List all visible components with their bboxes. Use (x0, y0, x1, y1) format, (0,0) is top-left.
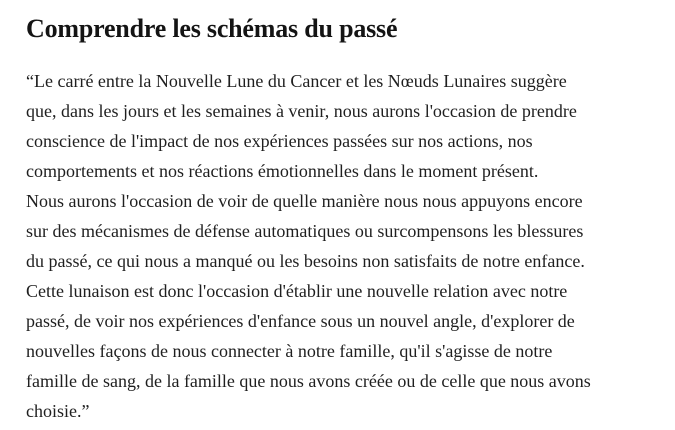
quote-line: comportements et nos réactions émotionnelles dans le moment présent. (26, 161, 539, 181)
quote-line: Cette lunaison est donc l'occasion d'établir une nouvelle relation avec notre (26, 281, 568, 301)
quote-line: passé, de voir nos expériences d'enfance sous un nouvel angle, d'explorer de (26, 311, 575, 331)
article (26, 12, 636, 426)
quote-line: nouvelles façons de nous connecter à notre famille, qu'il s'agisse de notre (26, 341, 553, 361)
article-title: Comprendre les schémas du passé (26, 14, 398, 43)
article-quote (26, 66, 636, 426)
quote-line: conscience de l'impact de nos expériences passées sur nos actions, nos (26, 131, 533, 151)
quote-line: choisie.” (26, 401, 90, 421)
quote-line: que, dans les jours et les semaines à venir, nous aurons l'occasion de prendre (26, 101, 577, 121)
quote-line: Nous aurons l'occasion de voir de quelle manière nous nous appuyons encore (26, 191, 583, 211)
quote-line: du passé, ce qui nous a manqué ou les besoins non satisfaits de notre enfance. (26, 251, 585, 271)
quote-line: famille de sang, de la famille que nous avons créée ou de celle que nous avons (26, 371, 591, 391)
quote-line: sur des mécanismes de défense automatiques ou surcompensons les blessures (26, 221, 584, 241)
quote-line: “Le carré entre la Nouvelle Lune du Cancer et les Nœuds Lunaires suggère (26, 71, 567, 91)
